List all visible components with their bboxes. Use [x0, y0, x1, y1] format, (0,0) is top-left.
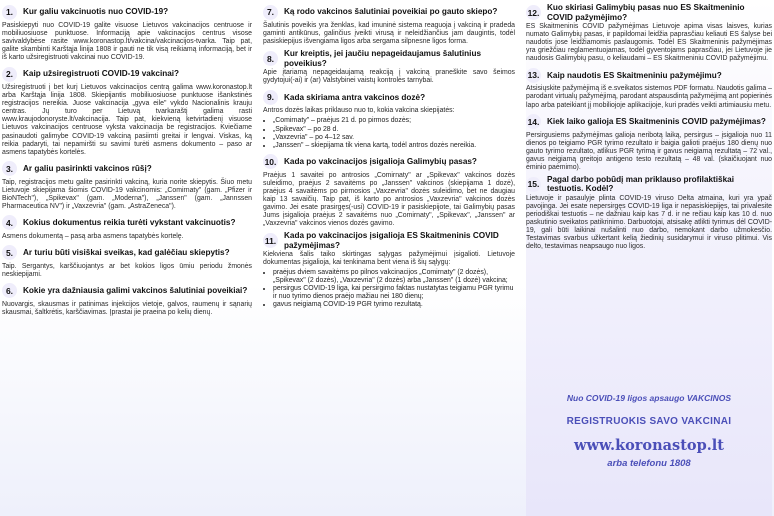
- faq-question: [263, 88, 515, 106]
- question-number-badge: 7.: [263, 5, 278, 20]
- question-text: Ką rodo vakcinos šalutiniai poveikiai po gauto skiepo?: [284, 7, 498, 17]
- list-item: • praėjus dviem savaitėms po pilnos vakcinacijos „Comirnaty" (2 dozės), „Spikevax" (2 dozės), „Vaxzevria" (2 dozės) arba „Janssen" (1 dozė) vakcina;: [273, 269, 515, 285]
- answer-text: Nuovargis, skausmas ir patinimas injekcijos vietoje, galvos, raumenų ir sąnarių skausmai, šaltkrėtis, karščiavimas. Įprastai jie praeina po kelių dienų.: [2, 300, 252, 317]
- faq-item: [263, 3, 515, 46]
- list-item: • „Vaxzevria" – po 4–12 sav.: [273, 134, 515, 142]
- faq-question: [2, 3, 252, 21]
- question-number-badge: 3.: [2, 161, 17, 176]
- answer-bullet-list: [263, 117, 515, 149]
- question-number-badge: 1.: [2, 5, 17, 20]
- list-item: • „Comirnaty" – praėjus 21 d. po pirmos dozės;: [273, 117, 515, 125]
- question-text: Kokius dokumentus reikia turėti vykstant vakcinuotis?: [23, 218, 236, 228]
- answer-text: Taip. Sergantys, karščiuojantys ar bet kokios ligos ūmiu periodu žmonės neskiepijami.: [2, 262, 252, 278]
- answer-text: Užsiregistruoti į bet kurį Lietuvos vakcinacijos centrą galima www.koronastop.lt arba Karštąja linija 1808. Skiepijantis mobiliuosiuose punktuose išankstinės registracijos nereikia. Juose vakcinacija „gyva eile" vykdo Nacionalinis krauju centras. Jų turo per Lietuvą tvarkaraštį galima rasti www.kraujodonoryste.lt/vakcinacija. Taip pat, kiekvieną ketvirtadienį visuose Lietuvos vakcinacijos centruose vyksta vakcinacija be registracijos. Kviečiame pasinaudoti galimybe COVID-19 vakciną pasiimti greitai ir lengvai. Viskas, ką reikia padaryti, tai nepamiršti su savimi turėti asmens dokumento – paso ar asmens tapatybės kortelės.: [2, 84, 252, 156]
- footer-register-title: REGISTRUOKIS SAVO VAKCINAI: [566, 416, 732, 427]
- question-text: Kur galiu vakcinuotis nuo COVID-19?: [23, 7, 169, 17]
- question-number-badge: 13.: [526, 68, 541, 83]
- faq-item: [526, 66, 772, 109]
- faq-item: [263, 231, 515, 310]
- question-text: Kaip naudotis ES Skaitmeniniu pažymėjimu?: [547, 70, 722, 80]
- column-1: [2, 0, 252, 319]
- faq-question: [2, 65, 252, 83]
- column-3: [526, 0, 772, 516]
- answer-text: ES Skaitmeninis COVID pažymėjimas Lietuvoje apima visas laisves, kurias numato Galimybių pasas, ir papildomai leidžia paprasčiau keliauti ES šalyse bei naudotis jose leidžiamomis paslaugomis. Todėl ES Skaitmeninis pažymėjimas yra griežčiau reglamentuojamas, todėl gyventojams paprasčiau, jei Lietuvoje jie naudosis Galimybių pasu, o keliaudami – ES Skaitmeniniu COVID pažymėjimu.: [526, 23, 772, 63]
- faq-item: [526, 3, 772, 63]
- faq-item: [2, 282, 252, 317]
- faq-item: [263, 153, 515, 228]
- faq-question: [263, 3, 515, 21]
- answer-text: Antros dozės laikas priklauso nuo to, kokia vakcina skiepijatės:: [263, 107, 455, 115]
- question-number-badge: 14.: [526, 114, 541, 129]
- question-text: Kokie yra dažniausia galimi vakcinos šalutiniai poveikiai?: [23, 286, 248, 296]
- question-text: Kur kreiptis, jei jaučiu nepageidaujamus šalutinius poveikius?: [284, 49, 482, 68]
- answer-text: Pasiskiepyti nuo COVID-19 galite visuose Lietuvos vakcinacijos centruose ir mobiliuosiuose punktuose. Informaciją apie vakcinacijos centrus visose savivaldybėse rasite www.koronastop.lt/vakcina/vakcinacijos-tvarka. Taip pat, galite skambinti Karštąja linija 1808 ir gauti ne tik visą reikiamą informaciją, bet ir iš karto užsiregistruoti vakcinai nuo COVID-19.: [2, 22, 252, 62]
- question-number-badge: 2.: [2, 67, 17, 82]
- faq-question: [263, 231, 515, 250]
- question-number-badge: 12.: [526, 5, 541, 20]
- question-number-badge: 15.: [526, 177, 541, 192]
- faq-question: [526, 3, 772, 22]
- faq-question: [2, 282, 252, 300]
- answer-text: Lietuvoje ir pasaulyje plinta COVID-19 viruso Delta atmaina, kuri yra ypač pavojinga. Jei esate nepersirgęs COVID-19 liga ir nepasiskiepijęs, tai privalesite periodiškai testuotis – ne dažniau kaip kas 7 d. ir ne rečiau kaip kas 10 d. nuo paskutinio sveikatos patikrinimo. Darbuotojai, atsisakę atlikti tyrimus dėl COVID-19, gali būti laikinai nušalinti nuo darbo, nemokant darbo užmokesčio. Testavimas svarbus užkertant kelią žiedinių susidarymui ir viruso plitimui. Vis delto, testavimas neapsaugo nuo ligos.: [526, 194, 772, 251]
- faq-question: [263, 153, 515, 171]
- faq-item: [526, 175, 772, 252]
- faq-item: [2, 244, 252, 279]
- answer-text: Kiekviena šalis taiko skirtingas sąlygas pažymėjimui įsigalioti. Lietuvoje dokumentas įsigalioja, kai tenkinama bent viena iš šių sąlygų:: [263, 251, 515, 267]
- answer-text: Šalutinis poveikis yra ženklas, kad imuninė sistema reaguoja į vakciną ir pradeda gaminti antikūnus, galinčius įveikti virusą ir neleidžiančius jam daugintis, todėl pasiskiepijus išvengiama ligos arba sergama silpnesne ligos forma.: [263, 22, 515, 46]
- question-number-badge: 4.: [2, 215, 17, 230]
- faq-question: [2, 160, 252, 178]
- faq-question: [526, 175, 772, 194]
- answer-text: Apie įtariamą nepageidaujamą reakciją į vakciną praneškite savo šeimos gydytojui(-ai) ir (ar) Valstybinei vaistų kontrolės tarnybai.: [263, 69, 515, 85]
- faq-question: [526, 66, 772, 84]
- faq-item: [2, 3, 252, 62]
- question-text: Kuo skiriasi Galimybių pasas nuo ES Skaitmeninio COVID pažymėjimo?: [547, 3, 745, 22]
- question-text: Pagal darbo pobūdį man priklauso profilaktiškai testuotis. Kodėl?: [547, 174, 734, 194]
- list-item: • „Janssen" – skiepijama tik viena kartą, todėl antros dozės nereikia.: [273, 142, 515, 150]
- question-number-badge: 11.: [263, 233, 278, 248]
- answer-text: Taip, registracijos metu galite pasirinkti vakciną, kuria norite skiepytis. Šiuo metu Lietuvoje skiepijama šiomis COVID-19 vakcinomis: „Comirnaty" (gam. „Pfizer ir BioNTech"), „Spikevax" (gam. „Moderna"), „Janssen" (gam. „Jannssen Pharmaceutica NV") ir „Vaxzevria" (gam. „AstraZeneca").: [2, 178, 252, 210]
- faq-item: [526, 113, 772, 172]
- question-number-badge: 6.: [2, 283, 17, 298]
- question-text: Kada skiriama antra vakcinos dozė?: [284, 92, 426, 102]
- footer-phone: arba telefonu 1808: [607, 458, 691, 469]
- faq-item: [2, 65, 252, 156]
- footer-tagline: Nuo COVID-19 ligos apsaugo VAKCINOS: [566, 393, 732, 403]
- question-text: Ar turiu būti visiškai sveikas, kad galėčiau skiepytis?: [23, 248, 230, 258]
- question-text: Kaip užsiregistruoti COVID-19 vakcinai?: [23, 69, 180, 79]
- question-text: Ar galiu pasirinkti vakcinos rūšį?: [23, 163, 152, 173]
- list-item: • „Spikevax" – po 28 d.: [273, 126, 515, 134]
- question-number-badge: 5.: [2, 245, 17, 260]
- answer-text: Asmens dokumentą – pasą arba asmens tapatybės kortelę.: [2, 232, 184, 240]
- footer-website-link[interactable]: www.koronastop.lt: [574, 437, 724, 454]
- faq-item: [2, 160, 252, 211]
- faq-question: [2, 214, 252, 232]
- faq-question: [526, 113, 772, 131]
- faq-question: [2, 244, 252, 262]
- answer-text: Persirgusiems pažymėjimas galioja neribotą laiką, persirgus – įsigalioja nuo 11 dienos po teigiamo PGR tyrimo rezultato ir baigia galioti praėjus 180 dienų nuo gauto tyrimo rezultato, atlikus PGR tyrimą ir gavus neigiamą rezultatą – 72 val., gavus neigiamą greitojo antigeno testo rezultatą – 48 val. (skaičiuojant nuo ėminio paėmimo).: [526, 131, 772, 171]
- question-text: Kada po vakcinacijos įsigalioja Galimybių pasas?: [284, 156, 477, 166]
- faq-item: [263, 88, 515, 149]
- question-number-badge: 8.: [263, 51, 278, 66]
- faq-item: [263, 49, 515, 85]
- question-text: Kada po vakcinacijos įsigalioja ES Skaitmeninis COVID pažymėjimas?: [284, 230, 499, 250]
- question-text: Kiek laiko galioja ES Skaitmeninis COVID pažymėjimas?: [547, 116, 766, 126]
- question-number-badge: 10.: [263, 154, 278, 169]
- question-number-badge: 9.: [263, 90, 278, 105]
- list-item: • persirgus COVID-19 liga, kai persirgimo faktas nustatytas teigiamu PGR tyrimu ir nuo tyrimo dienos praėjo mažiau nei 180 dienų;: [273, 285, 515, 301]
- list-item: • gavus neigiamą COVID-19 PGR tyrimo rezultatą.: [273, 301, 515, 309]
- faq-question: [263, 49, 515, 68]
- column-2: [263, 0, 515, 310]
- answer-bullet-list: [263, 269, 515, 309]
- answer-text: Praėjus 1 savaitei po antrosios „Comirnaty" ar „Spikevax" vakcinos dozės suleidimo, praėjus 2 savaitėms po „Janssen" vakcinos (skiepijama 1 dozė), praėjus 4 savaitėms po pirmosios „Vaxzevria" dozės suleidimo, bet ne daugiau kaip 13 savaičių. Taip pat, iš karto po antrosios „Vaxzevria" vakcinos dozės gavimo. Jei esate prasirgęs(-usi) COVID-19 ir pasiskiepijote, tai Galimybių pasas Jums įsigalioja praėjus 2 savaitėms nuo „Comirnaty", „Spikevax", „Janssen" ar „Vaxzevria" vakcinos vienos dozės gavimo.: [263, 171, 515, 227]
- answer-text: Atsisiųskite pažymėjimą iš e.sveikatos sistemos PDF formatu. Naudotis galima – parodant virtualų pažymėjimą, parodant atspausdintą pažymėjimą ant popierinės lapo arba pateikiant jį mobiliojoje aplikacijoje, kuri pradės veikti artimiausiu metu.: [526, 85, 772, 109]
- faq-item: [2, 214, 252, 241]
